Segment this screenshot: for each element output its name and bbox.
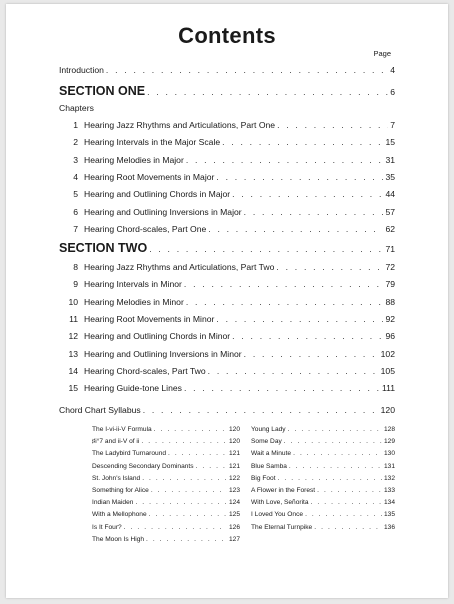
dot-leader: [276, 262, 383, 272]
dot-leader: [142, 475, 227, 482]
chapter-page: 57: [385, 206, 395, 217]
toc-section-one[interactable]: [59, 84, 395, 102]
toc-chapter-entry[interactable]: [84, 314, 395, 328]
syllabus-page: 127: [228, 535, 240, 543]
chapter-title: Hearing and Outlining Inversions in Minor: [84, 348, 242, 359]
dot-leader: [232, 331, 383, 341]
dot-leader: [151, 487, 227, 494]
syllabus-page: 134: [383, 499, 395, 507]
chapter-number: 6: [73, 206, 78, 217]
chapter-title: Hearing and Outlining Inversions in Major: [84, 206, 242, 217]
dot-leader: [277, 120, 388, 130]
dot-leader: [147, 87, 388, 97]
chapter-page: 7: [390, 120, 395, 130]
chapter-page: 79: [385, 279, 395, 290]
toc-entry-page: 120: [380, 405, 395, 415]
chapter-page: 105: [380, 365, 395, 376]
toc-chapter-entry[interactable]: [84, 297, 395, 311]
chapter-page: 15: [385, 137, 395, 148]
chapter-title: Hearing Melodies in Major: [84, 154, 184, 165]
dot-leader: [317, 487, 382, 494]
dot-leader: [186, 297, 384, 307]
toc-chapter-entry[interactable]: [84, 279, 395, 293]
toc-chapter-entry[interactable]: [84, 262, 395, 276]
dot-leader: [289, 463, 382, 470]
chapter-title: Hearing Root Movements in Major: [84, 171, 215, 182]
section-label: SECTION ONE: [59, 84, 146, 98]
chapter-page: 111: [381, 383, 395, 394]
section-label: SECTION TWO: [59, 241, 148, 255]
chapter-number: 12: [68, 331, 78, 342]
syllabus-title: Big Foot: [251, 474, 276, 482]
syllabus-title: Is It Four?: [92, 523, 122, 531]
chapter-page: 44: [385, 189, 395, 200]
syllabus-entry[interactable]: [251, 450, 395, 461]
toc-chapter-entry[interactable]: [84, 366, 395, 380]
toc-entry-label: Introduction: [59, 65, 104, 75]
chapter-page: 102: [380, 348, 395, 359]
syllabus-page: 136: [383, 523, 395, 531]
dot-leader: [314, 524, 382, 531]
page-title: Contents: [178, 23, 276, 48]
syllabus-entry[interactable]: [92, 511, 240, 522]
syllabus-entry[interactable]: [92, 450, 240, 461]
chapter-number: 7: [73, 223, 78, 234]
toc-chapter-entry[interactable]: [84, 224, 395, 238]
chapter-page: 92: [385, 313, 395, 324]
dot-leader: [184, 383, 380, 393]
syllabus-entry[interactable]: [92, 499, 240, 510]
chapter-number: 2: [73, 137, 78, 148]
syllabus-title: Wait a Minute: [251, 450, 292, 458]
dot-leader: [208, 366, 379, 376]
syllabus-entry[interactable]: [251, 511, 395, 522]
chapter-page: 35: [385, 171, 395, 182]
syllabus-page: 123: [228, 487, 240, 494]
syllabus-page: 126: [228, 523, 240, 531]
chapter-number: 15: [68, 383, 78, 394]
chapter-number: 1: [73, 120, 78, 130]
chapter-number: 3: [73, 154, 78, 165]
chapter-number: 4: [73, 171, 78, 182]
dot-leader: [186, 155, 384, 165]
toc-chapter-entry[interactable]: [84, 120, 395, 134]
dot-leader: [146, 536, 227, 543]
syllabus-entry[interactable]: [92, 487, 240, 498]
section-page: 6: [390, 87, 395, 97]
syllabus-title: Some Day: [251, 438, 282, 446]
toc-entry-page: 4: [390, 65, 395, 75]
syllabus-entry[interactable]: [251, 426, 395, 437]
chapter-title: Hearing Melodies in Minor: [84, 296, 184, 307]
syllabus-page: 129: [383, 438, 395, 446]
chapter-page: 62: [385, 223, 395, 234]
dot-leader: [288, 426, 382, 433]
syllabus-entry[interactable]: [92, 438, 240, 449]
syllabus-title: A Flower in the Forest: [251, 487, 316, 494]
syllabus-page: 125: [228, 511, 240, 519]
chapter-title: Hearing Chord-scales, Part One: [84, 223, 207, 234]
dot-leader: [141, 438, 227, 445]
dot-leader: [311, 499, 382, 506]
chapter-number: 14: [68, 365, 78, 376]
chapter-title: Hearing Jazz Rhythms and Articulations, Part Two: [84, 262, 275, 272]
dot-leader: [208, 224, 383, 234]
chapter-number: 11: [69, 313, 78, 324]
syllabus-entry[interactable]: [251, 475, 395, 486]
chapter-title: Hearing Chord-scales, Part Two: [84, 365, 206, 376]
syllabus-page: 120: [228, 426, 240, 433]
toc-chapter-entry[interactable]: [84, 172, 395, 186]
toc-chapter-entry[interactable]: [84, 207, 395, 221]
chapter-title: Hearing and Outlining Chords in Major: [84, 189, 231, 200]
toc-section-two[interactable]: [59, 241, 395, 259]
chapter-page: 96: [385, 331, 395, 342]
page-column-header: Page: [373, 49, 391, 58]
chapter-title: Hearing Intervals in the Major Scale: [84, 137, 221, 148]
toc-chapter-entry[interactable]: [84, 189, 395, 203]
chapter-number: 13: [68, 348, 78, 359]
syllabus-page: 121: [228, 462, 240, 470]
syllabus-entry[interactable]: [251, 438, 395, 449]
syllabus-entry[interactable]: [251, 463, 395, 474]
syllabus-title: The Ladybird Turnaround: [92, 450, 167, 458]
toc-chapter-entry[interactable]: [84, 137, 395, 151]
chapter-number: 8: [73, 262, 78, 272]
dot-leader: [284, 438, 382, 445]
chapter-number: 5: [73, 189, 78, 200]
syllabus-entry[interactable]: [92, 536, 240, 547]
chapter-page: 72: [385, 262, 395, 272]
chapter-page: 88: [385, 296, 395, 307]
syllabus-entry[interactable]: [92, 475, 240, 486]
syllabus-page: 135: [383, 511, 395, 519]
syllabus-page: 133: [383, 487, 395, 494]
syllabus-title: Young Lady: [251, 426, 286, 433]
syllabus-page: 128: [383, 426, 395, 433]
toc-entry-introduction[interactable]: [59, 65, 395, 79]
syllabus-title: Descending Secondary Dominants: [92, 462, 194, 470]
chapter-title: Hearing Intervals in Minor: [84, 279, 182, 290]
syllabus-title: The Moon Is High: [92, 535, 145, 543]
chapter-title: Hearing and Outlining Chords in Minor: [84, 331, 231, 342]
syllabus-entry[interactable]: [251, 499, 395, 510]
syllabus-title: Something for Alice: [92, 487, 149, 494]
chapters-header: Chapters: [59, 103, 94, 113]
dot-leader: [149, 511, 227, 518]
dot-leader: [244, 349, 379, 359]
syllabus-page: 122: [228, 474, 240, 482]
dot-leader: [305, 511, 382, 518]
syllabus-entry[interactable]: [92, 463, 240, 474]
syllabus-page: 131: [383, 462, 395, 470]
syllabus-title: Blue Samba: [251, 462, 287, 470]
syllabus-title: With a Mellophone: [92, 511, 147, 519]
toc-chapter-entry[interactable]: [84, 349, 395, 363]
chapter-page: 31: [385, 154, 395, 165]
dot-leader: [232, 189, 383, 199]
syllabus-title: The Eternal Turnpike: [251, 523, 313, 531]
dot-leader: [124, 524, 227, 531]
dot-leader: [196, 463, 227, 470]
syllabus-page: 121: [228, 450, 240, 458]
syllabus-title: ♯i°7 and ii-V of ii: [92, 438, 140, 446]
dot-leader: [143, 405, 379, 415]
syllabus-title: With Love, Señorita: [251, 499, 309, 507]
chapter-title: Hearing Jazz Rhythms and Articulations, Part One: [84, 120, 276, 130]
syllabus-entry[interactable]: [251, 524, 395, 535]
toc-chapter-entry[interactable]: [84, 383, 395, 397]
syllabus-page: 124: [228, 499, 240, 507]
syllabus-entry[interactable]: [92, 426, 240, 437]
dot-leader: [216, 314, 383, 324]
syllabus-page: 132: [383, 474, 395, 482]
toc-entry-chord-chart[interactable]: [59, 405, 395, 419]
syllabus-title: St. John's Island: [92, 474, 141, 482]
chapter-number: 9: [73, 279, 78, 290]
syllabus-title: Indian Maiden: [92, 499, 134, 507]
toc-chapter-entry[interactable]: [84, 331, 395, 345]
syllabus-page: 120: [228, 438, 240, 446]
toc-entry-label: Chord Chart Syllabus: [59, 405, 141, 415]
chapter-title: Hearing Guide-tone Lines: [84, 383, 182, 394]
dot-leader: [168, 450, 227, 457]
chapter-title: Hearing Root Movements in Minor: [84, 313, 215, 324]
dot-leader: [149, 244, 383, 254]
section-page: 71: [385, 244, 395, 254]
dot-leader: [154, 426, 227, 433]
syllabus-title: The I-vi-ii-V Formula: [92, 426, 152, 433]
dot-leader: [293, 450, 382, 457]
syllabus-entry[interactable]: [251, 487, 395, 498]
chapter-number: 10: [68, 296, 78, 307]
dot-leader: [278, 475, 382, 482]
dot-leader: [244, 207, 384, 217]
dot-leader: [216, 172, 383, 182]
contents-page: [6, 4, 448, 598]
toc-chapter-entry[interactable]: [84, 155, 395, 169]
syllabus-entry[interactable]: [92, 524, 240, 535]
syllabus-title: I Loved You Once: [251, 511, 304, 519]
dot-leader: [184, 279, 384, 289]
syllabus-page: 130: [383, 450, 395, 458]
dot-leader: [222, 137, 383, 147]
dot-leader: [135, 499, 227, 506]
dot-leader: [106, 65, 388, 75]
